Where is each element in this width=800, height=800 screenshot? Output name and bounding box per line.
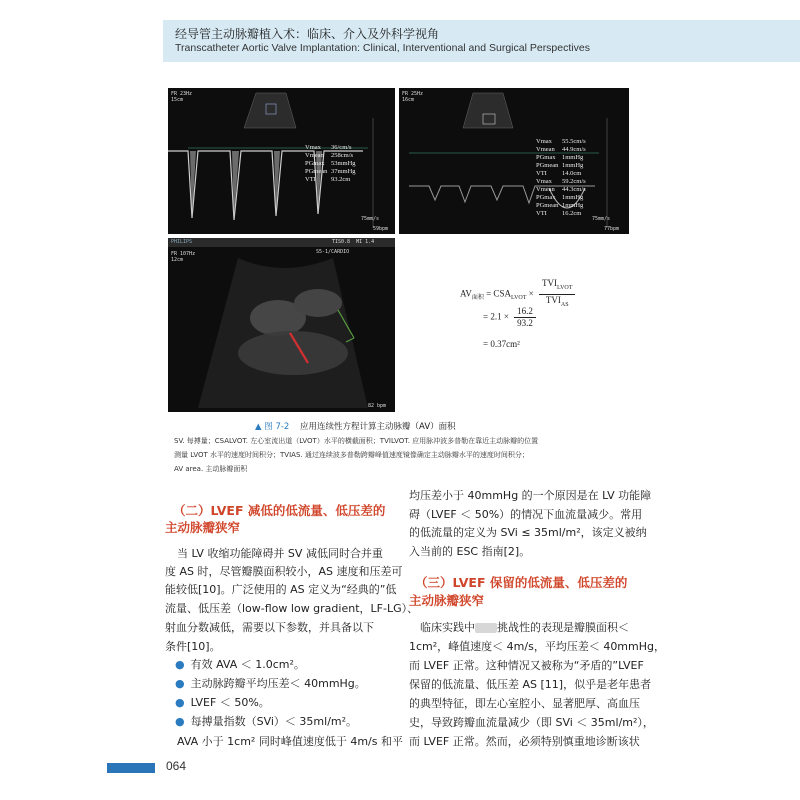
echo-image xyxy=(168,238,395,412)
meas-row xyxy=(536,138,586,146)
redaction-blur xyxy=(475,623,497,633)
figure-note-line: SV. 每搏量；CSALVOT. 左心室流出道（LVOT）水平的横截面积；TVILVOT. 应用脉冲波多普勒在靠近主动脉瓣的位置 xyxy=(174,437,539,445)
criteria-item xyxy=(175,656,305,672)
body-text: 挑战性的表现是瓣膜面积＜ xyxy=(497,621,629,634)
frac1-num-sub: LVOT xyxy=(556,284,573,291)
frac2-num: 16.2 xyxy=(514,306,536,318)
formula-times: × xyxy=(528,288,534,299)
criteria-item xyxy=(175,675,366,691)
section-title-2-line1: （二）LVEF 减低的低流量、低压差的 xyxy=(173,503,386,518)
doppler-right-graphic xyxy=(399,88,629,234)
meas-row xyxy=(536,170,586,178)
meas-key: Vmax xyxy=(536,178,552,185)
bullet-dot-icon: ● xyxy=(175,658,185,671)
meas-key: VTI xyxy=(536,170,547,177)
criteria-item xyxy=(175,694,270,710)
bullet-dot-icon: ● xyxy=(175,715,185,728)
body-line: 而 LVEF 正常。这种情况又被称为“矛盾的”LVEF xyxy=(409,659,644,672)
frac1-den-sub: AS xyxy=(560,301,569,308)
body-line: AVA 小于 1cm² 同时峰值速度低于 4m/s 和平 xyxy=(177,735,403,748)
caption-label: 图 7-2 xyxy=(264,422,290,432)
body-line: 度 AS 时，尽管瓣膜面积较小，AS 速度和压差可 xyxy=(165,565,403,578)
meas-val: 44.3cm/s xyxy=(562,186,586,193)
doppler-left-measurements xyxy=(305,144,356,184)
body-text: 临床实践中 xyxy=(420,621,475,634)
body-line: 条件[10]。 xyxy=(165,640,221,653)
meas-val: 258cm/s xyxy=(331,152,354,159)
header-title-zh: 经导管主动脉瓣植入术：临床、介入及外科学视角 xyxy=(175,27,440,41)
meas-key: Vmax xyxy=(536,138,552,145)
meas-row xyxy=(305,168,356,176)
body-line: 保留的低流量、低压差 AS [11]，似乎是老年患者 xyxy=(409,678,652,691)
doppler-right-speed: 75mm/s xyxy=(592,216,611,222)
echo-brand: PHILIPS xyxy=(171,239,193,245)
meas-key: Vmean xyxy=(536,186,555,193)
meas-key: PGmean xyxy=(305,168,328,175)
body-line: 碍（LVEF ＜ 50%）的情况下血流量减少。常用 xyxy=(409,508,643,521)
meas-key: Vmean xyxy=(536,146,555,153)
meas-row xyxy=(536,146,586,154)
body-line xyxy=(420,619,629,635)
footer-accent-bar xyxy=(107,763,155,773)
meas-key: PGmean xyxy=(536,202,559,209)
meas-val: 14.0cm xyxy=(562,170,582,177)
doppler-right-measurements xyxy=(536,138,586,218)
meas-row xyxy=(305,152,356,160)
criteria-item xyxy=(175,713,357,729)
doppler-image-right xyxy=(399,88,629,234)
echo-depth: 12cm xyxy=(171,257,184,263)
bullet-dot-icon: ● xyxy=(175,677,185,690)
formula-eq1-term: = CSA xyxy=(486,288,511,299)
meas-row xyxy=(536,162,586,170)
formula-lhs: AV xyxy=(460,288,472,299)
figure-note-line: AV area. 主动脉瓣面积 xyxy=(174,465,248,473)
body-line: 射血分数减低，需要以下参数，并具备以下 xyxy=(165,621,374,634)
meas-row xyxy=(536,178,586,186)
page-number: 064 xyxy=(166,759,187,773)
meas-val: 55.5cm/s xyxy=(562,138,586,145)
meas-val: 59.2cm/s xyxy=(562,178,586,185)
section-title-3-line2: 主动脉瓣狭窄 xyxy=(409,593,485,608)
body-line: 能较低[10]。广泛使用的 AS 定义为“经典的”低 xyxy=(165,583,397,596)
formula-eq1-sub: LVOT xyxy=(510,295,527,302)
header-title-en: Transcatheter Aortic Valve Implantation: Clinical, Interventional and Surgical Perspectives xyxy=(175,42,590,54)
section-title-3-line1: （三）LVEF 保留的低流量、低压差的 xyxy=(415,575,628,590)
echo-bpm: 82 bpm xyxy=(368,403,387,409)
echo-fr: FR 107Hz xyxy=(171,251,196,257)
echo-probe: TIS0.8 MI 1.4 xyxy=(332,239,375,245)
echo-mode: S5-1/CARDIO xyxy=(316,249,350,255)
frac1-num: TVI xyxy=(541,278,557,288)
doppler-right-depth: 16cm xyxy=(402,97,415,103)
doppler-left-graphic xyxy=(168,88,395,234)
body-line: 的低流量的定义为 SVi ≤ 35ml/m²，该定义被纳 xyxy=(409,526,647,539)
meas-key: VTI xyxy=(536,210,547,217)
meas-row xyxy=(536,210,586,218)
meas-val: 1mmHg xyxy=(562,202,584,209)
meas-val: 53mmHg xyxy=(331,160,356,167)
doppler-left-depth: 15cm xyxy=(171,97,184,103)
body-line: 入当前的 ESC 指南[2]。 xyxy=(409,545,531,558)
body-line: 史，导致跨瓣血流量减少（即 SVi ＜ 35ml/m²）， xyxy=(409,716,654,729)
figure-note-line: 测量 LVOT 水平的速度时间积分；TVIAS. 通过连续波多普勒跨瓣峰值速度镜像确定主动脉瓣水平的速度时间积分； xyxy=(174,451,529,459)
meas-val: 93.2cm xyxy=(331,176,351,183)
meas-row xyxy=(305,160,356,168)
caption-marker: ▲ xyxy=(255,422,262,432)
criteria-text: 有效 AVA ＜ 1.0cm²。 xyxy=(190,658,305,671)
meas-key: Vmean xyxy=(305,152,324,159)
doppler-right-fr: FR 25Hz xyxy=(402,91,424,97)
meas-val: 16.2cm xyxy=(562,210,582,217)
body-line: 的典型特征，即左心室腔小、显著肥厚、高血压 xyxy=(409,697,640,710)
meas-val: 36/cm/s xyxy=(331,144,352,151)
formula-fraction-2 xyxy=(514,306,536,329)
criteria-text: 每搏量指数（SVi）＜ 35ml/m²。 xyxy=(190,715,358,728)
doppler-left-speed: 75mm/s xyxy=(361,216,380,222)
criteria-text: LVEF ＜ 50%。 xyxy=(190,696,270,709)
meas-key: PGmean xyxy=(536,162,559,169)
criteria-text: 主动脉跨瓣平均压差＜ 40mmHg。 xyxy=(190,677,366,690)
formula-fraction-1 xyxy=(539,278,575,311)
meas-key: Vmax xyxy=(305,144,321,151)
meas-val: 44.9cm/s xyxy=(562,146,586,153)
body-line: 1cm²，峰值速度＜ 4m/s，平均压差＜ 40mmHg， xyxy=(409,640,665,653)
body-line: 均压差小于 40mmHg 的一个原因是在 LV 功能障 xyxy=(409,489,652,502)
running-header xyxy=(163,20,800,62)
meas-val: 1mmHg xyxy=(562,154,584,161)
formula-eq2-prefix: = 2.1 × xyxy=(483,311,509,322)
continuity-equation-step2 xyxy=(483,306,539,329)
meas-val: 37mmHg xyxy=(331,168,356,175)
doppler-left-bpm: 59bpm xyxy=(373,226,389,232)
meas-val: 1mmHg xyxy=(562,194,584,201)
figure-caption xyxy=(255,420,456,432)
frac2-den: 93.2 xyxy=(517,318,533,328)
meas-key: PGmax xyxy=(536,154,556,161)
meas-row xyxy=(305,144,356,152)
formula-lhs-sub: 面积 xyxy=(471,295,484,302)
body-line: 流量、低压差（low-flow low gradient，LF-LG）、 xyxy=(165,602,419,615)
doppler-image-left xyxy=(168,88,395,234)
meas-key: VTI xyxy=(305,176,316,183)
meas-key: PGmax xyxy=(536,194,556,201)
meas-row xyxy=(536,202,586,210)
meas-key: PGmax xyxy=(305,160,325,167)
doppler-left-fr: FR 23Hz xyxy=(171,91,193,97)
bullet-dot-icon: ● xyxy=(175,696,185,709)
body-line: 当 LV 收缩功能障碍并 SV 减低同时合并重 xyxy=(177,547,383,560)
meas-row xyxy=(305,176,356,184)
body-line: 而 LVEF 正常。然而，必须特别慎重地诊断该状 xyxy=(409,735,640,748)
frac1-den: TVI xyxy=(545,294,561,305)
section-title-2-line2: 主动脉瓣狭窄 xyxy=(165,520,241,535)
meas-val: 1mmHg xyxy=(562,162,584,169)
caption-text: 应用连续性方程计算主动脉瓣（AV）面积 xyxy=(300,422,456,432)
echo-graphic xyxy=(168,238,395,412)
continuity-equation-result: = 0.37cm² xyxy=(483,339,520,349)
meas-row xyxy=(536,154,586,162)
meas-row xyxy=(536,194,586,202)
meas-row xyxy=(536,186,586,194)
doppler-right-bpm: 77bpm xyxy=(604,226,620,232)
